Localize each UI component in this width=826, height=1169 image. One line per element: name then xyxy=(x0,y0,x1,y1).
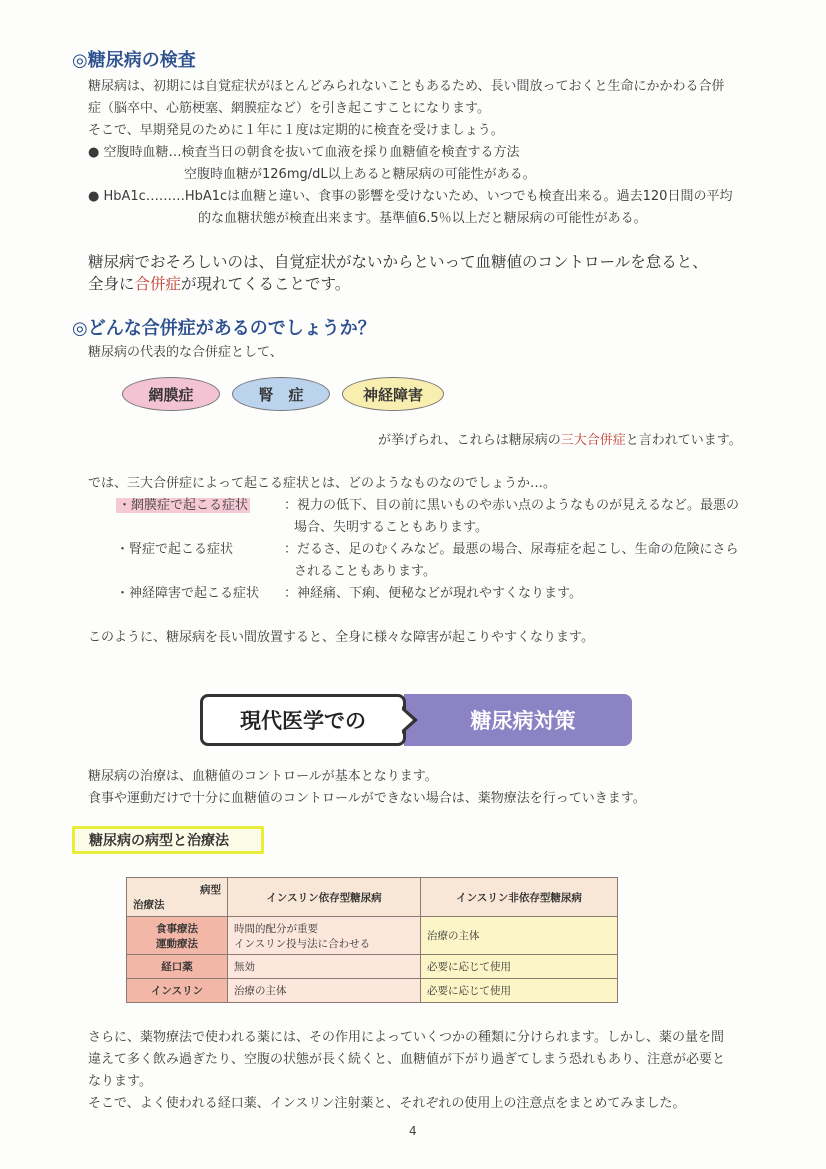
symptom-text: ：神経痛、下痢、便秘などが現れやすくなります。 xyxy=(284,586,582,601)
table-row xyxy=(127,979,618,1003)
symptom-text: 場合、失明することもあります。 xyxy=(294,520,488,535)
table-row-header: 食事療法 運動療法 xyxy=(127,917,228,955)
bullet-fasting-glucose-detail: 空腹時血糖が126mg/dL以上あると糖尿病の可能性がある。 xyxy=(184,167,536,182)
paragraph-line: が挙げられ、これらは糖尿病の三大合併症と言われています。 xyxy=(378,433,742,448)
table-cell: 必要に応じて使用 xyxy=(421,955,618,979)
paragraph-line: 糖尿病の代表的な合併症として、 xyxy=(88,345,283,360)
complication-neuropathy: 神経障害 xyxy=(342,377,444,411)
paragraph-line: 糖尿病の治療は、血糖値のコントロールが基本となります。 xyxy=(88,769,438,784)
page-number: 4 xyxy=(409,1124,417,1138)
symptom-label-nephropathy: ・腎症で起こる症状 xyxy=(116,542,234,557)
table-cell: 時間的配分が重要 インスリン投与法に合わせる xyxy=(228,917,421,955)
subsection-title-box: 糖尿病の病型と治療法 xyxy=(72,826,264,854)
emphasis-line: 全身に合併症が現れてくることです。 xyxy=(88,275,351,293)
paragraph-line: 症（脳卒中、心筋梗塞、網膜症など）を引き起こすことになります。 xyxy=(88,101,490,116)
table-col-header: インスリン非依存型糖尿病 xyxy=(421,878,618,917)
symptom-text: ：だるさ、足のむくみなど。最悪の場合、尿毒症を起こし、生命の危険にさら xyxy=(284,542,739,557)
paragraph-line: このように、糖尿病を長い間放置すると、全身に様々な障害が起こりやすくなります。 xyxy=(88,630,594,645)
banner-left: 現代医学での xyxy=(200,694,406,746)
bullet-fasting-glucose: ● 空腹時血糖…検査当日の朝食を抜いて血液を採り血糖値を検査する方法 xyxy=(88,145,520,160)
paragraph-line: では、三大合併症によって起こる症状とは、どのようなものなのでしょうか…。 xyxy=(88,476,557,491)
table-row-header: 経口薬 xyxy=(127,955,228,979)
paragraph-line: 違えて多く飲み過ぎたり、空腹の状態が長く続くと、血糖値が下がり過ぎてしまう恐れもあり、注意が必要と xyxy=(88,1052,726,1067)
complication-retinopathy: 網膜症 xyxy=(122,377,220,411)
table-header-row xyxy=(127,878,618,917)
paragraph-line: 食事や運動だけで十分に血糖値のコントロールができない場合は、薬物療法を行っていきます。 xyxy=(88,791,646,806)
paragraph-line: そこで、よく使われる経口薬、インスリン注射薬と、それぞれの使用上の注意点をまとめてみました。 xyxy=(88,1096,686,1111)
paragraph-line: なります。 xyxy=(88,1074,152,1089)
table-row-header: インスリン xyxy=(127,979,228,1003)
section-title-test: ◎糖尿病の検査 xyxy=(72,50,196,71)
table-row xyxy=(127,917,618,955)
highlight-complications: 合併症 xyxy=(134,275,182,293)
table-cell: 必要に応じて使用 xyxy=(421,979,618,1003)
treatment-table xyxy=(126,877,618,1003)
symptom-text: ：視力の低下、目の前に黒いものや赤い点のようなものが見えるなど。最悪の xyxy=(284,498,740,513)
section-title-complications: ◎どんな合併症があるのでしょうか？ xyxy=(72,318,376,339)
table-cell: 治療の主体 xyxy=(228,979,421,1003)
paragraph-line: さらに、薬物療法で使われる薬には、その作用によっていくつかの種類に分けられます。しかし、薬の量を間 xyxy=(88,1030,724,1045)
emphasis-line: 糖尿病でおそろしいのは、自覚症状がないからといって血糖値のコントロールを怠ると、 xyxy=(88,253,708,271)
arrow-inner xyxy=(402,710,413,730)
table-row xyxy=(127,955,618,979)
bullet-hba1c-detail: 的な血糖状態が検査出来ます。基準値6.5％以上だと糖尿病の可能性がある。 xyxy=(198,211,647,226)
symptom-label-retinopathy: ・網膜症で起こる症状 xyxy=(118,498,249,513)
bullet-hba1c: ● HbA1c………HbA1cは血糖と違い、食事の影響を受けないため、いつでも検査出来る。過去120日間の平均 xyxy=(88,189,733,204)
paragraph-line: そこで、早期発見のために１年に１度は定期的に検査を受けましょう。 xyxy=(88,123,504,138)
banner-right: 糖尿病対策 xyxy=(404,694,632,746)
table-cell: 無効 xyxy=(228,955,421,979)
highlight-three-complications: 三大合併症 xyxy=(560,433,626,448)
complication-nephropathy: 腎 症 xyxy=(232,377,330,411)
paragraph-line: 糖尿病は、初期には自覚症状がほとんどみられないこともあるため、長い間放っておくと生命にかかわる合併 xyxy=(88,79,725,94)
symptom-text: されることもあります。 xyxy=(294,564,436,579)
table-cell: 治療の主体 xyxy=(421,917,618,955)
table-col-header: インスリン依存型糖尿病 xyxy=(228,878,421,917)
symptom-label-neuropathy: ・神経障害で起こる症状 xyxy=(116,586,260,601)
table-corner-cell: 病型 治療法 xyxy=(127,878,228,917)
